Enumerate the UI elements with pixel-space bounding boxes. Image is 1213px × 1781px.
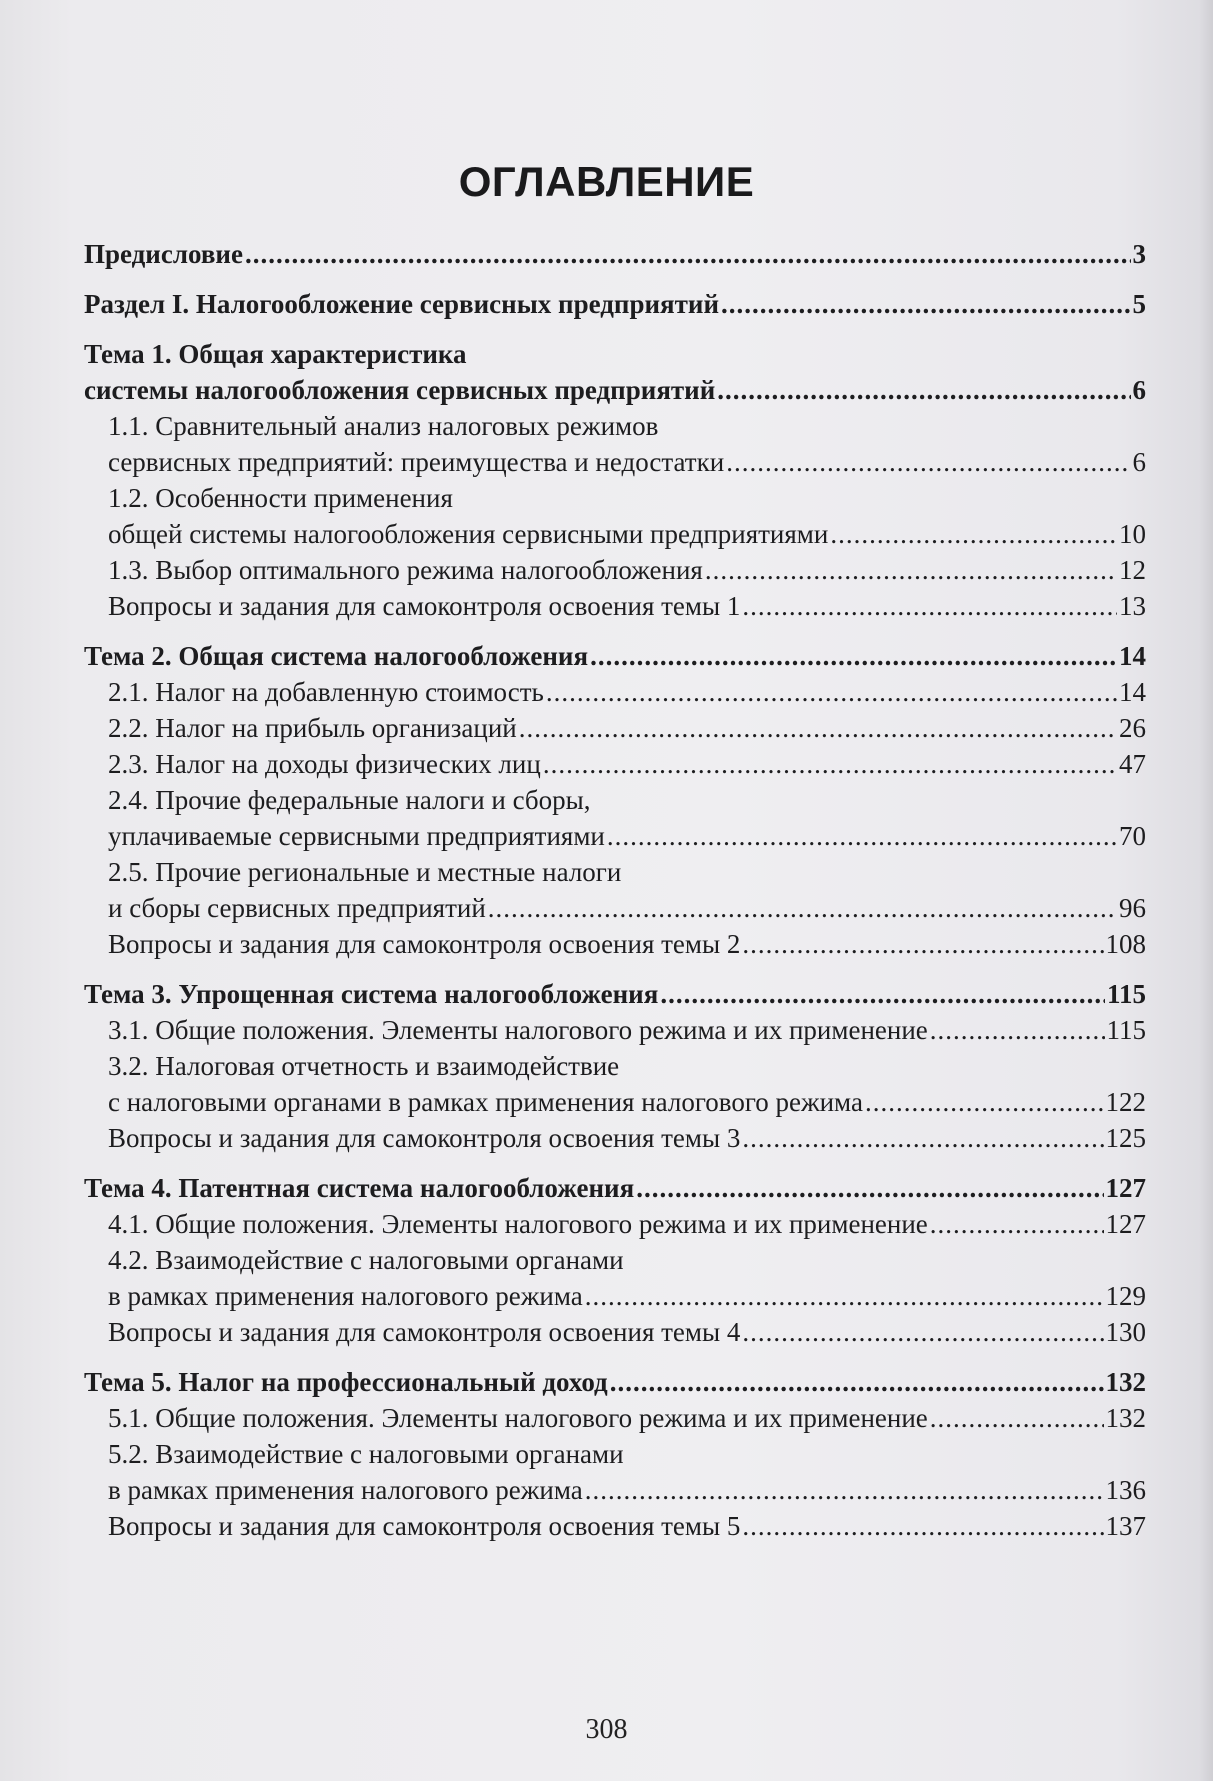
toc-topic-3 (84, 976, 1146, 1156)
toc-subentry (108, 890, 1146, 926)
toc-entry-title: 5.1. Общие положения. Элементы налогового режима и их применение (108, 1403, 928, 1433)
toc-entry-page: 26 (1119, 713, 1146, 743)
toc-entry-page: 127 (1105, 1173, 1146, 1203)
toc-entry-page: 10 (1119, 519, 1146, 549)
page-number: 308 (585, 1714, 628, 1745)
toc-entry-title: Вопросы и задания для самоконтроля освоения темы 3 (108, 1123, 741, 1153)
dot-leader (546, 674, 1117, 710)
dot-leader (717, 372, 1130, 408)
toc-subentry (108, 1314, 1146, 1350)
dot-leader (543, 746, 1117, 782)
toc-entry (84, 976, 1146, 1012)
toc-section-1 (84, 286, 1146, 322)
dot-leader (660, 976, 1105, 1012)
toc-entry-page: 129 (1105, 1281, 1146, 1311)
dot-leader (742, 1508, 1103, 1544)
toc-entry-page: 132 (1105, 1367, 1146, 1397)
toc-entry-page: 127 (1105, 1209, 1146, 1239)
dot-leader (742, 588, 1117, 624)
dot-leader (585, 1472, 1104, 1508)
toc-subentry (108, 588, 1146, 624)
toc-subentry-title: 1.2. Особенности применения (108, 483, 453, 513)
toc-subentry-title: 2.4. Прочие федеральные налоги и сборы, (108, 785, 591, 815)
toc-subentry (108, 1400, 1146, 1436)
toc-entry-page: 13 (1119, 591, 1146, 621)
toc-entry-page: 6 (1132, 447, 1146, 477)
toc-subentry-title: 2.5. Прочие региональные и местные налоги (108, 857, 622, 887)
toc-subentry (108, 552, 1146, 588)
page-edge-shadow (1199, 0, 1213, 1781)
toc-topic-2 (84, 638, 1146, 962)
toc-entry-page: 70 (1119, 821, 1146, 851)
dot-leader (585, 1278, 1104, 1314)
dot-leader (742, 1120, 1103, 1156)
toc-entry-title: Вопросы и задания для самоконтроля освоения темы 5 (108, 1511, 741, 1541)
toc-entry (84, 286, 1146, 322)
toc-entry-title: Вопросы и задания для самоконтроля освоения темы 4 (108, 1317, 741, 1347)
toc-entry (84, 1170, 1146, 1206)
toc-entry-page: 115 (1106, 979, 1146, 1009)
toc-topic-5 (84, 1364, 1146, 1544)
toc-subentry-title: 4.2. Взаимодействие с налоговыми органами (108, 1245, 624, 1275)
toc-entry-title: Тема 5. Налог на профессиональный доход (84, 1367, 608, 1397)
toc-subentry-title: 3.2. Налоговая отчетность и взаимодействие (108, 1051, 620, 1081)
toc-entry-title: в рамках применения налогового режима (108, 1475, 583, 1505)
toc-entry-title: системы налогообложения сервисных предприятий (84, 375, 716, 405)
toc-subentry (108, 1278, 1146, 1314)
toc-entry-title: сервисных предприятий: преимущества и недостатки (108, 447, 725, 477)
dot-leader (519, 710, 1117, 746)
toc-entry-title: Раздел I. Налогообложение сервисных предприятий (84, 289, 720, 319)
toc-entry-title: в рамках применения налогового режима (108, 1281, 583, 1311)
toc-subentry (108, 1012, 1146, 1048)
toc-entry-page: 125 (1105, 1123, 1146, 1153)
toc-entry-title: с налоговыми органами в рамках применения налогового режима (108, 1087, 863, 1117)
toc-subentry (108, 516, 1146, 552)
toc-subentry (108, 1120, 1146, 1156)
toc-entry-title: 3.1. Общие положения. Элементы налогового режима и их применение (108, 1015, 928, 1045)
toc-topic-title: Тема 1. Общая характеристика (84, 339, 467, 369)
dot-leader (726, 444, 1130, 480)
dot-leader (830, 516, 1117, 552)
toc-entry-page: 136 (1105, 1475, 1146, 1505)
toc-topic-4 (84, 1170, 1146, 1350)
dot-leader (930, 1206, 1104, 1242)
toc-entry-page: 14 (1119, 641, 1146, 671)
toc-entry (84, 372, 1146, 408)
toc-entry-page: 3 (1132, 239, 1146, 269)
toc-subentry (108, 926, 1146, 962)
page-title: ОГЛАВЛЕНИЕ (458, 158, 755, 205)
toc-entry-title: и сборы сервисных предприятий (108, 893, 486, 923)
toc-entry-page: 96 (1119, 893, 1146, 923)
toc-subentry (108, 818, 1146, 854)
toc-entry-page: 14 (1119, 677, 1146, 707)
toc-topic-1 (84, 336, 1146, 624)
dot-leader (705, 552, 1117, 588)
toc-entry-title: Тема 4. Патентная система налогообложения (84, 1173, 635, 1203)
toc-entry-title: Тема 2. Общая система налогообложения (84, 641, 589, 671)
toc-entry (84, 1364, 1146, 1400)
toc-entry-page: 137 (1105, 1511, 1146, 1541)
toc-subentry (108, 746, 1146, 782)
dot-leader (721, 286, 1130, 322)
toc-entry-page: 130 (1105, 1317, 1146, 1347)
toc-preface (84, 236, 1146, 272)
table-of-contents (84, 236, 1146, 1558)
toc-entry-page: 122 (1105, 1087, 1146, 1117)
dot-leader (930, 1012, 1105, 1048)
toc-entry-page: 5 (1132, 289, 1146, 319)
toc-subentry (108, 1472, 1146, 1508)
toc-subentry (108, 444, 1146, 480)
toc-entry (84, 236, 1146, 272)
toc-subentry-title: 5.2. Взаимодействие с налоговыми органами (108, 1439, 624, 1469)
dot-leader (930, 1400, 1104, 1436)
toc-subentry (108, 1084, 1146, 1120)
dot-leader (636, 1170, 1103, 1206)
dot-leader (488, 890, 1117, 926)
toc-entry-title: 2.1. Налог на добавленную стоимость (108, 677, 544, 707)
toc-subentry-title: 1.1. Сравнительный анализ налоговых режимов (108, 411, 659, 441)
toc-entry-page: 115 (1106, 1015, 1146, 1045)
dot-leader (607, 818, 1117, 854)
toc-entry-title: 4.1. Общие положения. Элементы налогового режима и их применение (108, 1209, 928, 1239)
toc-entry-page: 108 (1105, 929, 1146, 959)
toc-entry-title: Предисловие (84, 239, 243, 269)
toc-entry-page: 132 (1105, 1403, 1146, 1433)
toc-entry-page: 47 (1119, 749, 1146, 779)
dot-leader (865, 1084, 1104, 1120)
toc-entry-title: Тема 3. Упрощенная система налогообложения (84, 979, 659, 1009)
toc-subentry (108, 710, 1146, 746)
toc-entry-title: 2.3. Налог на доходы физических лиц (108, 749, 541, 779)
toc-entry-title: Вопросы и задания для самоконтроля освоения темы 1 (108, 591, 741, 621)
toc-subentry (108, 674, 1146, 710)
toc-entry-page: 12 (1119, 555, 1146, 585)
toc-entry-page: 6 (1132, 375, 1146, 405)
toc-entry (84, 638, 1146, 674)
toc-entry-title: уплачиваемые сервисными предприятиями (108, 821, 605, 851)
dot-leader (742, 926, 1103, 962)
dot-leader (742, 1314, 1103, 1350)
toc-subentry (108, 1206, 1146, 1242)
toc-entry-title: общей системы налогообложения сервисными предприятиями (108, 519, 829, 549)
toc-entry-title: 2.2. Налог на прибыль организаций (108, 713, 517, 743)
toc-entry-title: Вопросы и задания для самоконтроля освоения темы 2 (108, 929, 741, 959)
dot-leader (245, 236, 1131, 272)
dot-leader (610, 1364, 1104, 1400)
toc-subentry (108, 1508, 1146, 1544)
dot-leader (590, 638, 1117, 674)
toc-entry-title: 1.3. Выбор оптимального режима налогообложения (108, 555, 703, 585)
